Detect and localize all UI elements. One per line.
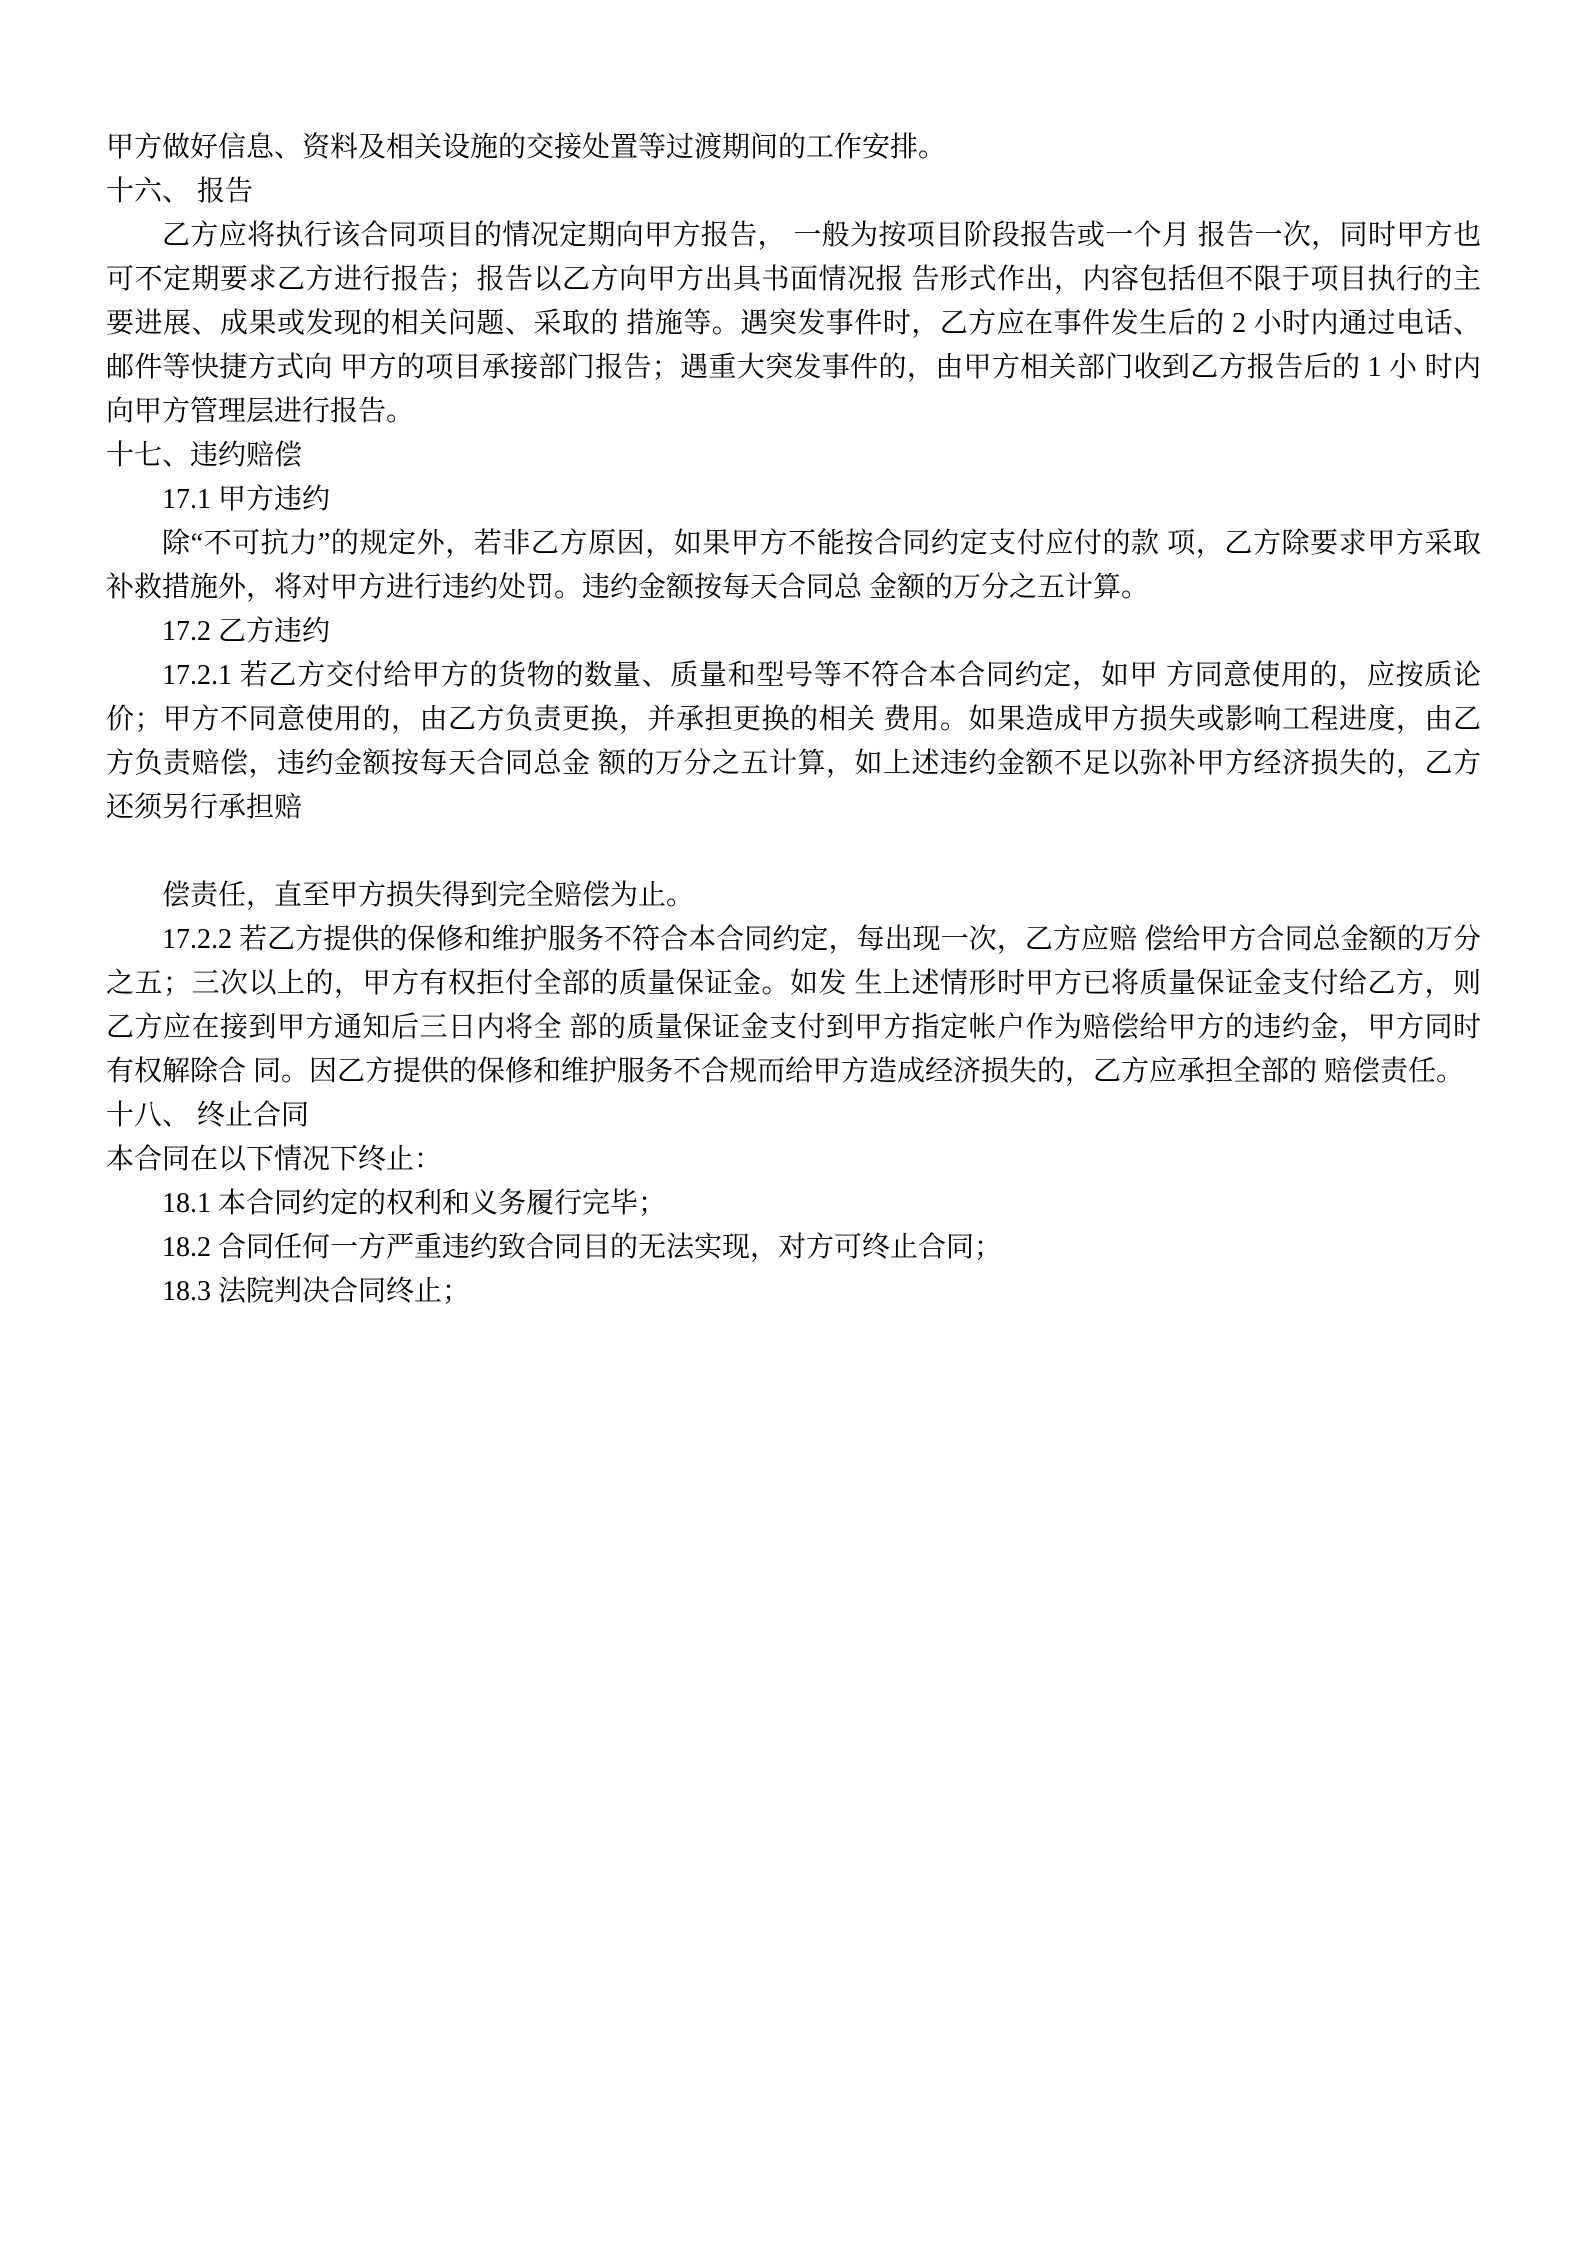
blank-line-spacer [106, 830, 1481, 874]
paragraph-17-2-1-body: 17.2.1 若乙方交付给甲方的货物的数量、质量和型号等不符合本合同约定，如甲 方同意使用的，应按质论价；甲方不同意使用的，由乙方负责更换，并承担更换的相关 费用。如果造成甲方损失或影响工程进度，由乙方负责赔偿，违约金额按每天合同总金 额的万分之五计算，如上述违约金额不足以弥补甲方经济损失的，乙方还须另行承担赔 [106, 660, 1481, 823]
list-item-18-1: 18.1 本合同约定的权利和义务履行完毕； [162, 1188, 667, 1219]
paragraph-17-1-body: 除“不可抗力”的规定外，若非乙方原因，如果甲方不能按合同约定支付应付的款 项，乙方除要求甲方采取补救措施外，将对甲方进行违约处罚。违约金额按每天合同总 金额的万分之五计算。 [106, 528, 1481, 603]
paragraph-handover-continuation: 甲方做好信息、资料及相关设施的交接处置等过渡期间的工作安排。 [106, 132, 947, 163]
paragraph-report-details: 乙方应将执行该合同项目的情况定期向甲方报告， 一般为按项目阶段报告或一个月 报告一次，同时甲方也可不定期要求乙方进行报告；报告以乙方向甲方出具书面情况报 告形式作出，内容包括但不限于项目执行的主要进展、成果或发现的相关问题、采取的 措施等。遇突发事件时，乙方应在事件发生后的 2 小时内通过电话、邮件等快捷方式向 甲方的项目承接部门报告；遇重大突发事件的，由甲方相关部门收到乙方报告后的 1 小 时内向甲方管理层进行报告。 [106, 220, 1481, 427]
paragraph-17-2-1-continuation: 偿责任，直至甲方损失得到完全赔偿为止。 [162, 880, 695, 911]
heading-section-16-report: 十六、 报告 [106, 176, 254, 207]
subheading-17-2-party-b-breach: 17.2 乙方违约 [162, 616, 331, 647]
list-item-18-2: 18.2 合同任何一方严重违约致合同目的无法实现，对方可终止合同； [162, 1232, 1003, 1263]
heading-section-17-breach-compensation: 十七、违约赔偿 [106, 440, 303, 471]
heading-section-18-termination: 十八、 终止合同 [106, 1100, 310, 1131]
subheading-17-1-party-a-breach: 17.1 甲方违约 [162, 484, 331, 515]
list-item-18-3: 18.3 法院判决合同终止； [162, 1276, 471, 1307]
paragraph-termination-intro: 本合同在以下情况下终止： [106, 1144, 443, 1175]
paragraph-17-2-2-body: 17.2.2 若乙方提供的保修和维护服务不符合本合同约定，每出现一次，乙方应赔 偿给甲方合同总金额的万分之五；三次以上的，甲方有权拒付全部的质量保证金。如发 生上述情形时甲方已将质量保证金支付给乙方，则乙方应在接到甲方通知后三日内将全 部的质量保证金支付到甲方指定帐户作为赔偿给甲方的违约金，甲方同时有权解除合 同。因乙方提供的保修和维护服务不合规而给甲方造成经济损失的，乙方应承担全部的 赔偿责任。 [106, 924, 1481, 1087]
